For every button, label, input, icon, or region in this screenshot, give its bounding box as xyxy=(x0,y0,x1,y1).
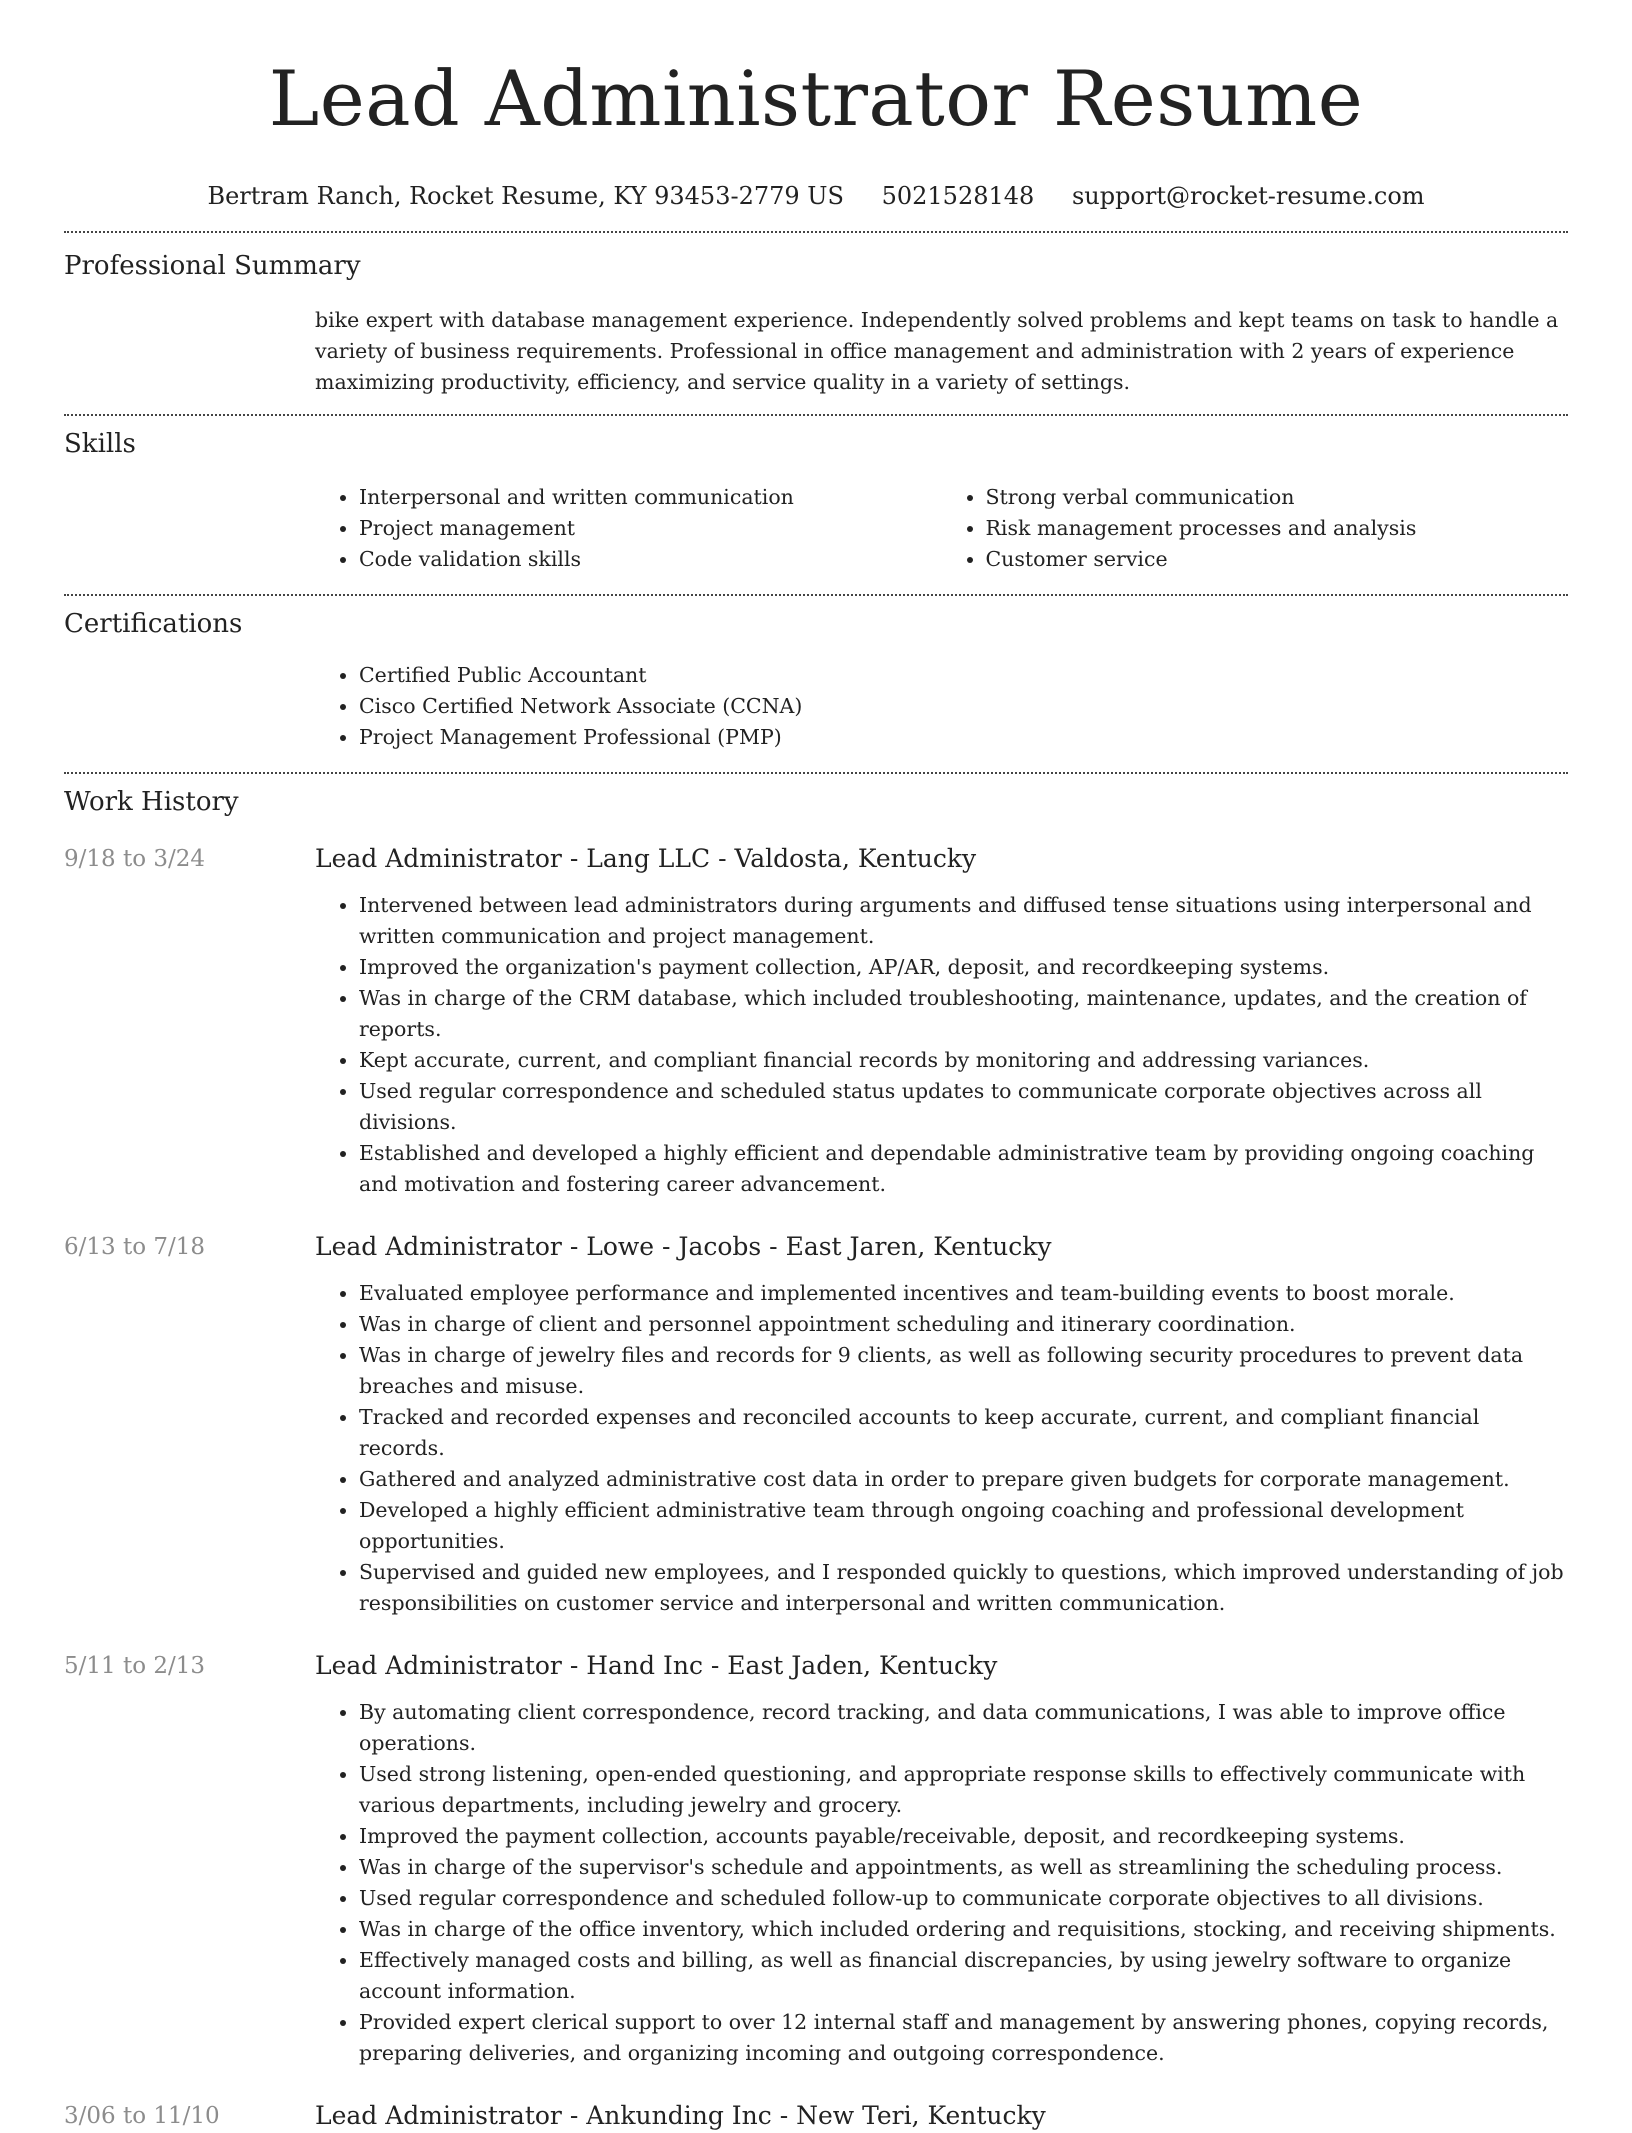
skill-item: • Strong verbal communication xyxy=(986,482,1569,513)
job-bullets xyxy=(315,1278,1568,1619)
skills-body xyxy=(315,482,1568,575)
job-bullets xyxy=(315,1697,1568,2069)
job-bullet: • Developed a highly efficient administrative team through ongoing coaching and professional development opportunities. xyxy=(359,1495,1568,1557)
certifications-heading: Certifications xyxy=(64,609,243,639)
skills-section xyxy=(64,427,1568,575)
certification-item: • Project Management Professional (PMP) xyxy=(359,722,1568,753)
job-bullet: • Was in charge of jewelry files and records for 9 clients, as well as following security procedures to prevent data breaches and misuse. xyxy=(359,1340,1568,1402)
work-history-section xyxy=(64,785,1568,2133)
job-bullet: • Provided expert clerical support to over 12 internal staff and management by answering phones, copying records, preparing deliveries, and organizing incoming and outgoing correspondence. xyxy=(359,2007,1568,2069)
job-dates: 6/13 to 7/18 xyxy=(64,1234,206,1260)
contact-phone: 5021528148 xyxy=(881,182,1035,210)
certifications-body xyxy=(315,660,1568,753)
job-title: Lead Administrator - Lang LLC - Valdosta, Kentucky xyxy=(315,844,977,873)
job-entry xyxy=(64,1230,1568,1619)
skill-item: • Customer service xyxy=(986,544,1569,575)
job-bullet: • Effectively managed costs and billing, as well as financial discrepancies, by using jewelry software to organize account information. xyxy=(359,1945,1568,2007)
job-main xyxy=(315,2099,1568,2133)
divider xyxy=(64,594,1568,596)
job-bullet: • Supervised and guided new employees, and I responded quickly to questions, which improved understanding of job responsibilities on customer service and interpersonal and written communication. xyxy=(359,1557,1568,1619)
certifications-section xyxy=(64,607,1568,753)
job-bullet: • Was in charge of client and personnel appointment scheduling and itinerary coordination. xyxy=(359,1309,1568,1340)
job-bullet: • Intervened between lead administrators during arguments and diffused tense situations using interpersonal and written communication and project management. xyxy=(359,890,1568,952)
job-bullet: • Gathered and analyzed administrative cost data in order to prepare given budgets for corporate management. xyxy=(359,1464,1568,1495)
job-title: Lead Administrator - Ankunding Inc - New Teri, Kentucky xyxy=(315,2101,1046,2130)
job-entry xyxy=(64,842,1568,1200)
job-title: Lead Administrator - Lowe - Jacobs - East Jaren, Kentucky xyxy=(315,1232,1052,1261)
job-bullet: • Evaluated employee performance and implemented incentives and team-building events to boost morale. xyxy=(359,1278,1568,1309)
divider xyxy=(64,414,1568,416)
certification-item: • Cisco Certified Network Associate (CCNA) xyxy=(359,691,1568,722)
job-bullet: • Kept accurate, current, and compliant financial records by monitoring and addressing variances. xyxy=(359,1045,1568,1076)
job-bullet: • Established and developed a highly efficient and dependable administrative team by providing ongoing coaching and motivation and fostering career advancement. xyxy=(359,1138,1568,1200)
contact-email: support@rocket-resume.com xyxy=(1071,182,1425,210)
job-bullets xyxy=(315,890,1568,1200)
job-main xyxy=(315,842,1568,1200)
job-bullet: • Was in charge of the office inventory, which included ordering and requisitions, stocking, and receiving shipments. xyxy=(359,1914,1568,1945)
certifications-list xyxy=(315,660,1568,753)
skills-list-left xyxy=(315,482,942,575)
job-dates: 3/06 to 11/10 xyxy=(64,2103,220,2129)
divider xyxy=(64,772,1568,774)
job-bullet: • By automating client correspondence, record tracking, and data communications, I was able to improve office operations. xyxy=(359,1697,1568,1759)
job-entry xyxy=(64,1649,1568,2069)
resume-title: Lead Administrator Resume xyxy=(268,54,1364,143)
job-dates: 9/18 to 3/24 xyxy=(64,846,206,872)
job-bullet: • Used strong listening, open-ended questioning, and appropriate response skills to effectively communicate with various departments, including jewelry and grocery. xyxy=(359,1759,1568,1821)
skills-list-right xyxy=(942,482,1569,575)
job-bullet: • Improved the organization's payment collection, AP/AR, deposit, and recordkeeping systems. xyxy=(359,952,1568,983)
contact-address: Bertram Ranch, Rocket Resume, KY 93453-2779 US xyxy=(207,182,844,210)
work-history-heading: Work History xyxy=(64,787,239,817)
job-bullet: • Improved the payment collection, accounts payable/receivable, deposit, and recordkeeping systems. xyxy=(359,1821,1568,1852)
job-bullet: • Used regular correspondence and scheduled follow-up to communicate corporate objectives to all divisions. xyxy=(359,1883,1568,1914)
job-main xyxy=(315,1649,1568,2069)
certification-item: • Certified Public Accountant xyxy=(359,660,1568,691)
contact-line xyxy=(64,181,1568,211)
job-bullet: • Used regular correspondence and scheduled status updates to communicate corporate objectives across all divisions. xyxy=(359,1076,1568,1138)
job-title: Lead Administrator - Hand Inc - East Jaden, Kentucky xyxy=(315,1651,998,1680)
summary-heading: Professional Summary xyxy=(64,251,361,281)
skill-item: • Interpersonal and written communication xyxy=(359,482,942,513)
job-bullet: • Was in charge of the CRM database, which included troubleshooting, maintenance, updates, and the creation of reports. xyxy=(359,983,1568,1045)
skills-heading: Skills xyxy=(64,429,136,459)
job-main xyxy=(315,1230,1568,1619)
job-dates: 5/11 to 2/13 xyxy=(64,1653,206,1679)
skill-item: • Project management xyxy=(359,513,942,544)
job-bullet: • Tracked and recorded expenses and reconciled accounts to keep accurate, current, and compliant financial records. xyxy=(359,1402,1568,1464)
summary-text: bike expert with database management experience. Independently solved problems and kept teams on task to handle a variety of business requirements. Professional in office management and administration with 2 years of experience maximizing productivity, efficiency, and service quality in a variety of settings. xyxy=(315,308,1559,394)
skill-item: • Code validation skills xyxy=(359,544,942,575)
skill-item: • Risk management processes and analysis xyxy=(986,513,1569,544)
job-entry xyxy=(64,2099,1568,2133)
job-bullet: • Was in charge of the supervisor's schedule and appointments, as well as streamlining the scheduling process. xyxy=(359,1852,1568,1883)
skills-grid xyxy=(315,482,1568,575)
summary-body xyxy=(315,305,1568,398)
